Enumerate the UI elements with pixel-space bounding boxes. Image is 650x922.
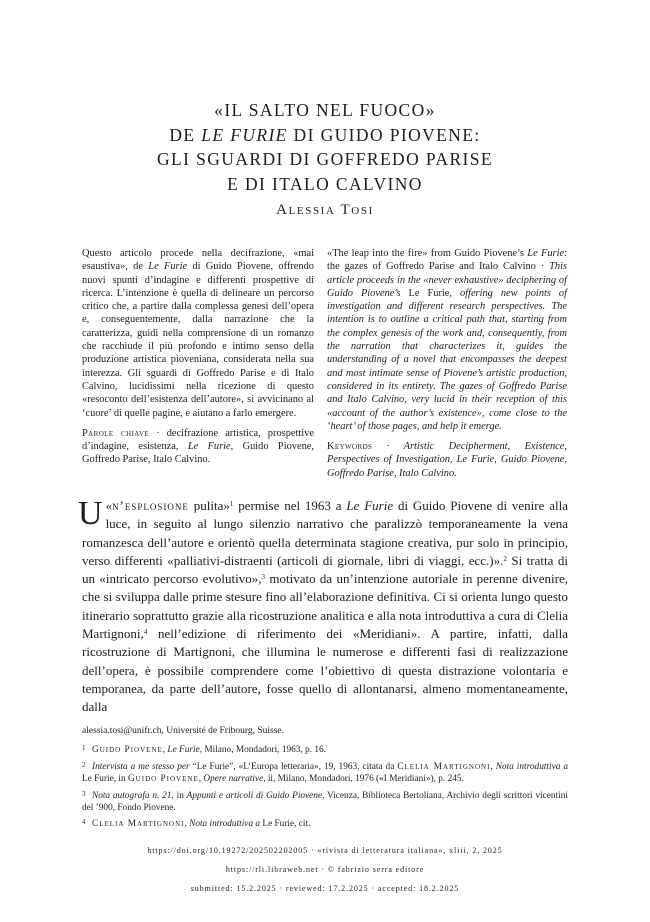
- footer-dates-line: submitted: 15.2.2025 · reviewed: 17.2.2025 · accepted: 18.2.2025: [190, 884, 460, 893]
- abstract-italian: [82, 247, 314, 467]
- body-span: permise nel 1963 a: [233, 498, 347, 513]
- article-title: [60, 98, 590, 196]
- footnote-ref[interactable]: 4: [143, 628, 148, 637]
- abstract-en-title-italic: Le Furie: [527, 248, 565, 259]
- abstract-en-body: , offering new points of investigation and different research perspectives. The intention is to outline a critical path that, starting from the complex genesis of the work and, consequently, from the narration that characterizes it, guides the understanding of a novel that encompasses the deepest and most intimate sense of Piovene’s artistic production, considered in its entirety. The gazes of Goffredo Parise and Italo Calvino, very lucid in their reception of this «account of the author’s existence», come close to the ‘heart’ of those pages, and help it emerge.: [327, 287, 567, 432]
- footnote-number: 3: [82, 789, 86, 798]
- drop-cap: U: [78, 495, 103, 532]
- body-span: nell’edizione di riferimento dei «Meridiani». A partire, infatti, dalla ricostruzione di Martignoni, che illumina le numerose e differenti fasi di realizzazione dell’opera, è possibile comprendere come l’obiettivo di questa distrazione volontaria e temporanea, da parte dell’autore, fosse quello di allontanarsi, almeno momentaneamente, dalla: [82, 626, 568, 715]
- abstract-english: [327, 247, 567, 480]
- footnote-italic: Nota autografa n. 21: [92, 790, 172, 801]
- footnote-sc: Guido Piovene: [92, 745, 163, 756]
- footnote-sc: Guido Piovene: [127, 774, 199, 785]
- footnote-sc: Clelia Martignoni: [92, 819, 185, 830]
- abstract-en-title: «The leap into the fire» from Guido Piovene’s: [327, 248, 528, 259]
- footnote-4: [82, 816, 568, 830]
- footnote-number: 4: [82, 818, 86, 827]
- footnote-2: [82, 759, 568, 786]
- footnote-span: Le Furie, cit.: [260, 819, 311, 830]
- abstract-italian-text: [82, 247, 314, 420]
- footnote-1: [82, 742, 568, 756]
- author-email: alessia.tosi@unifr.ch, Université de Fribourg, Suisse.: [82, 726, 284, 736]
- footnote-span: , ii, Milano, Mondadori, 1976 («I Meridiani»), p. 245.: [263, 774, 464, 785]
- footnote-span: “Le Furie”, «L’Europa letteraria», 19, 1963, citata da: [189, 761, 398, 772]
- abstract-it-part: di Guido Piovene, offrendo nuovi spunti d’indagine e differenti prospettive di ricerca. L’intenzione è quella di delineare un percorso critico che, a partire dalla complessa genesi dell’opera e, conseguentemente, dalla narrazione che la caratterizza, guidi nella comprensione di un romanzo che racchiude il più profondo e intimo senso della produzione artistica pioveniana, considerata nella sua interezza. Gli sguardi di Goffredo Parise e di Italo Calvino, lucidissimi nella ricezione di questo «resoconto dell’esistenza dell’autore», si avvicinano al ‘cuore’ di quelle pagine, e aiutano a farlo emergere.: [82, 261, 314, 419]
- abstract-english-text: [327, 247, 567, 433]
- body-span: Si tratta di un «intricato percorso evolutivo»,: [82, 552, 568, 587]
- footnote-italic: Le Furie: [167, 745, 200, 756]
- title-line-2-italic: LE FURIE: [201, 124, 288, 145]
- footnote-italic: Appunti e articoli di Guido Piovene: [186, 790, 323, 801]
- footnote-span: ,: [162, 745, 168, 756]
- title-line-2-post: DI GUIDO PIOVENE:: [287, 124, 481, 145]
- keywords-part: · decifrazione artistica, prospettive d’indagine, esistenza,: [82, 427, 314, 453]
- abstract-en-roman: Le Furie: [408, 287, 450, 299]
- body-italic: Le Furie: [346, 498, 394, 513]
- title-line-2: [60, 123, 590, 148]
- footnote-span: ,: [184, 819, 190, 830]
- footnote-span: , Vicenza, Biblioteca Bertoliana, Archivio degli scrittori vicentini del ’900, Fondo Piovene.: [82, 790, 568, 814]
- footnote-span: , Milano, Mondadori, 1963, p. 16.: [199, 745, 326, 756]
- title-line-4: E DI ITALO CALVINO: [227, 173, 423, 194]
- keywords-part: , Guido Piovene, Goffredo Parise, Italo Calvino.: [82, 441, 314, 466]
- footnote-3: [82, 788, 568, 815]
- body-text: [78, 495, 569, 717]
- title-line-3: GLI SGUARDI DI GOFFREDO PARISE: [157, 149, 493, 169]
- keywords-list: · Artistic Decipherment, Existence, Perspectives of Investigation, Le Furie, Guido Piovene, Goffredo Parise, Italo Calvino.: [327, 441, 567, 479]
- body-span: di Guido Piovene di venire alla luce, in seguito al lungo silenzio narrativo che paralizzò temporaneamente la vena romanzesca dell’autore e orientò quella determinata stagione creativa, pur solo in principio, verso differenti «palliativi-distraenti (articoli di giornale, libri di viaggi, ecc.)».: [82, 498, 569, 568]
- body-paragraph: [78, 495, 569, 717]
- footnote-italic: Intervista a me stesso per: [92, 761, 190, 772]
- keywords-english: [327, 440, 567, 480]
- keywords-italic: Le Furie: [187, 441, 231, 453]
- author-name: Alessia Tosi: [276, 202, 374, 218]
- footnote-span: ,: [490, 761, 496, 772]
- footnote-italic: Nota introduttiva a: [495, 761, 568, 772]
- footnote-sc: Clelia Martignoni: [397, 761, 491, 772]
- keywords-label: Parole chiave: [82, 427, 149, 439]
- title-line-2-pre: DE: [169, 124, 202, 145]
- opening-quote: «: [105, 498, 113, 513]
- footnotes: [82, 725, 568, 833]
- footnote-italic: Nota introduttiva a: [189, 819, 261, 830]
- lead-in-small-caps: n’esplosione: [112, 498, 189, 513]
- body-span: motivato da un’intenzione autoriale in perenne divenire, che si sviluppa dalle prime stesure fino all’elaborazione definitiva. Ci si orienta lungo questo itinerario soprattutto grazie alla ricostruzione analitica e alla nota introduttiva a cura di Clelia Martignoni,: [82, 571, 569, 642]
- footnote-span: , in: [171, 790, 187, 801]
- footnote-ref[interactable]: 2: [503, 554, 507, 563]
- footnote-number: 1: [82, 744, 86, 753]
- title-line-1: «IL SALTO NEL FUOCO»: [214, 100, 436, 120]
- abstract-en-title: : the gazes of Goffredo Parise and Italo Calvino ·: [327, 248, 567, 273]
- abstract-en-body: This article proceeds in the «never exhaustive» deciphering of Guido Piovene’s: [327, 261, 567, 299]
- body-span: pulita»: [188, 498, 230, 513]
- footnote-span: Le Furie, in: [82, 774, 128, 785]
- keywords-label: Keywords: [327, 441, 373, 453]
- footer-doi-line[interactable]: https://doi.org/10.19272/202502202005 · «rivista di letteratura italiana», xliii, 2, 2025: [147, 846, 503, 855]
- footnote-italic: Opere narrative: [203, 774, 264, 785]
- footnote-ref[interactable]: 3: [261, 573, 265, 582]
- footnote-ref[interactable]: 1: [229, 500, 234, 508]
- abstract-it-italic: Le Furie: [148, 261, 188, 273]
- footer-website-line[interactable]: https://rli.libraweb.net · © fabrizio serra editore: [225, 865, 425, 874]
- keywords-italian: [82, 427, 314, 467]
- abstract-it-part: Questo articolo procede nella decifrazione, «mai esaustiva», de: [82, 248, 314, 273]
- footnote-number: 2: [82, 760, 86, 769]
- footnote-span: ,: [198, 774, 204, 785]
